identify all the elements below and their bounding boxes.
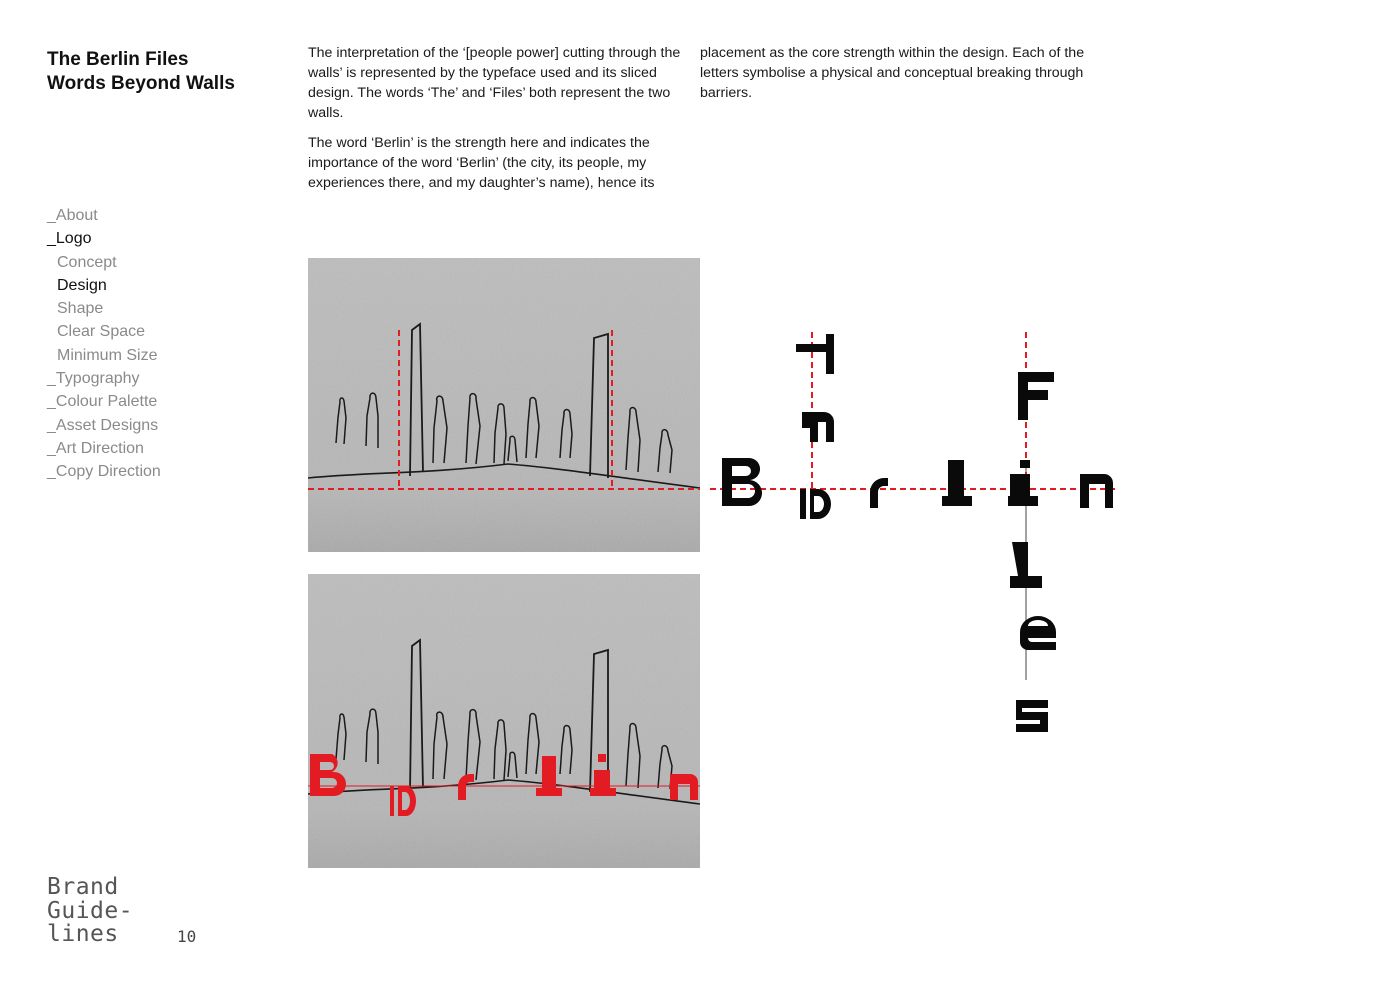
body-column-1 <box>308 43 688 203</box>
nav-item-colour-palette[interactable]: _Colour Palette <box>47 393 158 411</box>
title-line-2: Words Beyond Walls <box>47 73 235 94</box>
title-line-1: The Berlin Files <box>47 49 189 70</box>
logo-construction-diagram <box>710 320 1130 750</box>
nav-item-art-direction[interactable]: _Art Direction <box>47 439 144 457</box>
nav-item-logo[interactable]: _Logo <box>47 230 92 248</box>
page-title <box>47 48 235 96</box>
nav-item-copy-direction[interactable]: _Copy Direction <box>47 463 161 481</box>
body-column-2 <box>700 43 1090 113</box>
nav-item-typography[interactable]: _Typography <box>47 370 140 388</box>
logo-line-3: lines <box>47 921 119 947</box>
nav-item-concept[interactable]: Concept <box>57 253 117 271</box>
body-paragraph-3: placement as the core strength within the design. Each of the letters symbolise a physical and conceptual breaking through barriers. <box>700 45 1085 101</box>
logo-line-2: Guide- <box>47 897 134 924</box>
nav-item-about[interactable]: _About <box>47 207 98 224</box>
body-paragraph-1: The interpretation of the ‘[people power] cutting through the walls’ is represented by the typeface used and its sliced design. The words ‘The’ and ‘Files’ both represent the two walls. <box>308 45 681 121</box>
logo-line-1: Brand <box>47 874 119 900</box>
section-nav <box>47 204 161 484</box>
body-paragraph-2: The word ‘Berlin’ is the strength here and indicates the importance of the word ‘Berlin’ (the city, its people, my experiences there, and my daughter’s name), hence its <box>308 135 655 191</box>
sketch-photo-berlin <box>308 574 700 868</box>
page-number: 10 <box>177 927 197 946</box>
nav-item-clear-space[interactable]: Clear Space <box>57 323 146 341</box>
sketch-photo-guides <box>308 258 700 552</box>
brand-guidelines-logo <box>47 876 133 947</box>
nav-item-asset-designs[interactable]: _Asset Designs <box>47 416 159 434</box>
nav-item-design[interactable]: Design <box>57 276 107 294</box>
nav-item-shape[interactable]: Shape <box>57 300 104 318</box>
nav-item-minimum-size[interactable]: Minimum Size <box>57 346 158 364</box>
